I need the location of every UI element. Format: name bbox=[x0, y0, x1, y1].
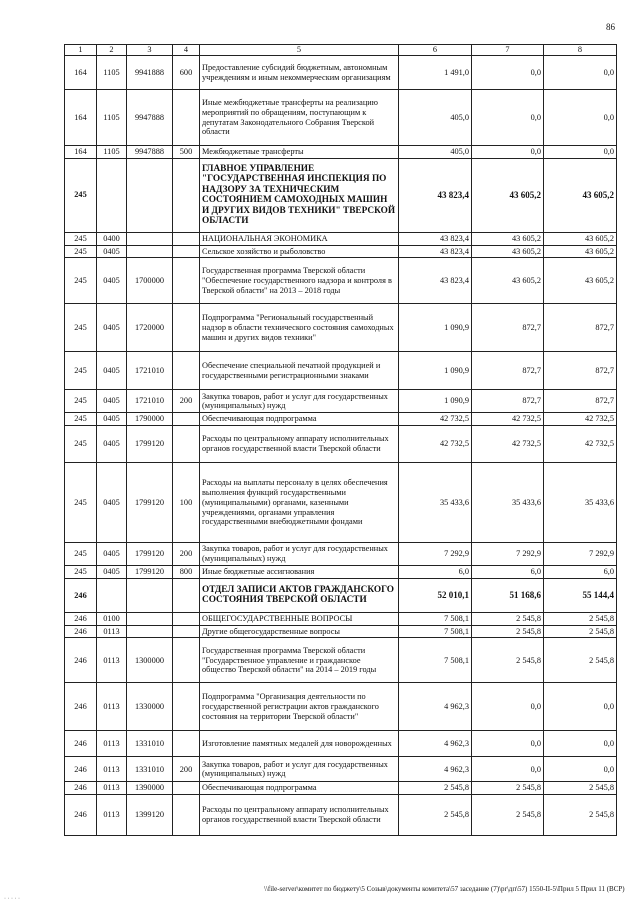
cell-admin-code: 245 bbox=[65, 245, 97, 258]
cell-target-code: 1300000 bbox=[127, 638, 173, 683]
cell-value-col8: 2 545,8 bbox=[544, 625, 617, 638]
cell-description: ГЛАВНОЕ УПРАВЛЕНИЕ "ГОСУДАРСТВЕННАЯ ИНСПЕКЦИЯ ПО НАДЗОРУ ЗА ТЕХНИЧЕСКИМ СОСТОЯНИЕМ САМОХОДНЫХ МАШИН И ДРУГИХ ВИДОВ ТЕХНИКИ" ТВЕРСКОЙ ОБЛАСТИ bbox=[200, 158, 399, 232]
cell-value-col7: 872,7 bbox=[472, 390, 544, 413]
cell-value-col7: 2 545,8 bbox=[472, 612, 544, 625]
cell-description: Подпрограмма "Организация деятельности по государственной регистрации актов гражданского состояния на территории Тверской области" bbox=[200, 683, 399, 731]
cell-admin-code: 245 bbox=[65, 158, 97, 232]
cell-expense-type bbox=[173, 683, 200, 731]
cell-value-col8: 42 732,5 bbox=[544, 426, 617, 463]
cell-value-col7: 35 433,6 bbox=[472, 463, 544, 543]
table-row bbox=[65, 566, 617, 579]
cell-value-col6: 52 010,1 bbox=[399, 578, 472, 612]
table-row bbox=[65, 258, 617, 304]
cell-target-code: 1331010 bbox=[127, 731, 173, 757]
cell-value-col8: 0,0 bbox=[544, 146, 617, 159]
cell-target-code: 1399120 bbox=[127, 795, 173, 836]
cell-description: Обеспечение специальной печатной продукцией и государственными регистрационными знаками bbox=[200, 352, 399, 390]
cell-value-col8: 2 545,8 bbox=[544, 638, 617, 683]
cell-admin-code: 245 bbox=[65, 352, 97, 390]
cell-value-col7: 42 732,5 bbox=[472, 426, 544, 463]
cell-value-col8: 43 605,2 bbox=[544, 158, 617, 232]
cell-description: ОБЩЕГОСУДАРСТВЕННЫЕ ВОПРОСЫ bbox=[200, 612, 399, 625]
header-cell: 1 bbox=[65, 45, 97, 56]
cell-expense-type: 600 bbox=[173, 56, 200, 90]
cell-section-code bbox=[97, 158, 127, 232]
cell-value-col6: 2 545,8 bbox=[399, 795, 472, 836]
cell-admin-code: 246 bbox=[65, 782, 97, 795]
cell-value-col7: 2 545,8 bbox=[472, 638, 544, 683]
cell-expense-type bbox=[173, 352, 200, 390]
cell-value-col6: 43 823,4 bbox=[399, 158, 472, 232]
cell-expense-type: 500 bbox=[173, 146, 200, 159]
cell-value-col6: 7 508,1 bbox=[399, 625, 472, 638]
cell-expense-type: 800 bbox=[173, 566, 200, 579]
table-row bbox=[65, 795, 617, 836]
cell-value-col6: 7 508,1 bbox=[399, 612, 472, 625]
cell-description: Расходы по центральному аппарату исполнительных органов государственной власти Тверской области bbox=[200, 795, 399, 836]
cell-target-code: 1799120 bbox=[127, 463, 173, 543]
cell-value-col6: 42 732,5 bbox=[399, 413, 472, 426]
cell-value-col7: 43 605,2 bbox=[472, 158, 544, 232]
cell-value-col7: 7 292,9 bbox=[472, 543, 544, 566]
cell-expense-type: 200 bbox=[173, 390, 200, 413]
cell-description: Государственная программа Тверской области "Обеспечение государственного надзора и контроля в Тверской области" на 2013 – 2018 годы bbox=[200, 258, 399, 304]
cell-description: Государственная программа Тверской области "Государственное управление и гражданское общество Тверской области" на 2014 – 2019 годы bbox=[200, 638, 399, 683]
cell-value-col7: 42 732,5 bbox=[472, 413, 544, 426]
table-row bbox=[65, 413, 617, 426]
cell-target-code: 1790000 bbox=[127, 413, 173, 426]
cell-value-col7: 51 168,6 bbox=[472, 578, 544, 612]
cell-admin-code: 245 bbox=[65, 413, 97, 426]
table-row bbox=[65, 757, 617, 782]
cell-admin-code: 245 bbox=[65, 232, 97, 245]
cell-target-code: 9947888 bbox=[127, 146, 173, 159]
cell-value-col7: 0,0 bbox=[472, 683, 544, 731]
cell-description: Изготовление памятных медалей для новорожденных bbox=[200, 731, 399, 757]
cell-section-code: 0113 bbox=[97, 683, 127, 731]
header-row bbox=[65, 45, 617, 56]
table-row bbox=[65, 612, 617, 625]
table-row bbox=[65, 578, 617, 612]
cell-value-col7: 43 605,2 bbox=[472, 232, 544, 245]
cell-value-col6: 4 962,3 bbox=[399, 683, 472, 731]
cell-target-code: 1330000 bbox=[127, 683, 173, 731]
cell-description: Закупка товаров, работ и услуг для государственных (муниципальных) нужд bbox=[200, 390, 399, 413]
cell-value-col7: 2 545,8 bbox=[472, 795, 544, 836]
table-row bbox=[65, 625, 617, 638]
table-row bbox=[65, 543, 617, 566]
cell-value-col8: 872,7 bbox=[544, 304, 617, 352]
cell-target-code: 1331010 bbox=[127, 757, 173, 782]
cell-value-col8: 0,0 bbox=[544, 56, 617, 90]
cell-value-col7: 872,7 bbox=[472, 304, 544, 352]
cell-admin-code: 245 bbox=[65, 566, 97, 579]
margin-mark: · · · · · bbox=[4, 896, 20, 902]
cell-admin-code: 246 bbox=[65, 612, 97, 625]
cell-target-code: 1721010 bbox=[127, 352, 173, 390]
cell-admin-code: 246 bbox=[65, 795, 97, 836]
cell-target-code bbox=[127, 232, 173, 245]
cell-section-code: 0400 bbox=[97, 232, 127, 245]
cell-value-col6: 1 491,0 bbox=[399, 56, 472, 90]
cell-section-code: 0113 bbox=[97, 795, 127, 836]
cell-expense-type bbox=[173, 578, 200, 612]
cell-value-col7: 872,7 bbox=[472, 352, 544, 390]
cell-admin-code: 246 bbox=[65, 731, 97, 757]
cell-admin-code: 246 bbox=[65, 757, 97, 782]
table-row bbox=[65, 782, 617, 795]
cell-section-code: 1105 bbox=[97, 146, 127, 159]
cell-description: Иные бюджетные ассигнования bbox=[200, 566, 399, 579]
cell-value-col7: 0,0 bbox=[472, 146, 544, 159]
cell-target-code bbox=[127, 158, 173, 232]
cell-expense-type bbox=[173, 731, 200, 757]
cell-description: ОТДЕЛ ЗАПИСИ АКТОВ ГРАЖДАНСКОГО СОСТОЯНИЯ ТВЕРСКОЙ ОБЛАСТИ bbox=[200, 578, 399, 612]
cell-description: Иные межбюджетные трансферты на реализацию мероприятий по обращениям, поступающим к депутатам Законодательного Собрания Тверской области bbox=[200, 90, 399, 146]
table-row bbox=[65, 683, 617, 731]
cell-target-code: 1700000 bbox=[127, 258, 173, 304]
cell-section-code: 0405 bbox=[97, 543, 127, 566]
cell-value-col8: 42 732,5 bbox=[544, 413, 617, 426]
cell-value-col6: 43 823,4 bbox=[399, 245, 472, 258]
cell-value-col6: 1 090,9 bbox=[399, 352, 472, 390]
cell-description: Обеспечивающая подпрограмма bbox=[200, 782, 399, 795]
cell-expense-type bbox=[173, 426, 200, 463]
cell-value-col6: 43 823,4 bbox=[399, 258, 472, 304]
cell-admin-code: 246 bbox=[65, 578, 97, 612]
cell-description: Подпрограмма "Региональный государственный надзор в области технического состояния самоходных машин и других видов техники" bbox=[200, 304, 399, 352]
cell-value-col7: 0,0 bbox=[472, 90, 544, 146]
cell-target-code bbox=[127, 612, 173, 625]
cell-expense-type: 100 bbox=[173, 463, 200, 543]
cell-section-code: 0405 bbox=[97, 352, 127, 390]
page-number: 86 bbox=[606, 22, 615, 32]
cell-section-code: 0113 bbox=[97, 638, 127, 683]
cell-admin-code: 246 bbox=[65, 638, 97, 683]
cell-expense-type bbox=[173, 90, 200, 146]
header-cell: 7 bbox=[472, 45, 544, 56]
cell-value-col8: 2 545,8 bbox=[544, 782, 617, 795]
cell-value-col8: 0,0 bbox=[544, 757, 617, 782]
cell-value-col6: 35 433,6 bbox=[399, 463, 472, 543]
cell-admin-code: 245 bbox=[65, 463, 97, 543]
cell-expense-type bbox=[173, 625, 200, 638]
cell-admin-code: 245 bbox=[65, 543, 97, 566]
cell-section-code: 0405 bbox=[97, 258, 127, 304]
table-row bbox=[65, 158, 617, 232]
cell-value-col8: 7 292,9 bbox=[544, 543, 617, 566]
cell-expense-type bbox=[173, 795, 200, 836]
table-row bbox=[65, 90, 617, 146]
cell-value-col7: 2 545,8 bbox=[472, 625, 544, 638]
header-cell: 5 bbox=[200, 45, 399, 56]
cell-value-col8: 0,0 bbox=[544, 683, 617, 731]
cell-section-code: 0113 bbox=[97, 625, 127, 638]
cell-section-code: 0405 bbox=[97, 413, 127, 426]
cell-target-code: 1799120 bbox=[127, 426, 173, 463]
cell-description: Предоставление субсидий бюджетным, автономным учреждениям и иным некоммерческим организациям bbox=[200, 56, 399, 90]
table-row bbox=[65, 245, 617, 258]
cell-section-code: 0405 bbox=[97, 390, 127, 413]
cell-expense-type bbox=[173, 413, 200, 426]
cell-expense-type bbox=[173, 612, 200, 625]
cell-section-code: 1105 bbox=[97, 56, 127, 90]
cell-value-col8: 6,0 bbox=[544, 566, 617, 579]
cell-value-col6: 1 090,9 bbox=[399, 390, 472, 413]
cell-description: Другие общегосударственные вопросы bbox=[200, 625, 399, 638]
cell-value-col8: 0,0 bbox=[544, 90, 617, 146]
cell-target-code: 1720000 bbox=[127, 304, 173, 352]
header-cell: 2 bbox=[97, 45, 127, 56]
cell-description: Сельское хозяйство и рыболовство bbox=[200, 245, 399, 258]
table-row bbox=[65, 352, 617, 390]
cell-section-code: 0113 bbox=[97, 782, 127, 795]
cell-value-col8: 872,7 bbox=[544, 390, 617, 413]
cell-value-col8: 43 605,2 bbox=[544, 258, 617, 304]
cell-expense-type bbox=[173, 158, 200, 232]
cell-value-col6: 2 545,8 bbox=[399, 782, 472, 795]
cell-admin-code: 245 bbox=[65, 390, 97, 413]
table-row bbox=[65, 638, 617, 683]
cell-section-code: 0100 bbox=[97, 612, 127, 625]
cell-target-code bbox=[127, 578, 173, 612]
file-path-footer: \\file-server\комитет по бюджету\5 Созыв\документы комитета\57 заседание (7)\pr\дп\57) 1550-II-5\Прил 5 Прил 11 (ВСР) bbox=[264, 885, 625, 893]
cell-admin-code: 164 bbox=[65, 56, 97, 90]
cell-target-code: 1390000 bbox=[127, 782, 173, 795]
cell-expense-type: 200 bbox=[173, 757, 200, 782]
cell-value-col6: 6,0 bbox=[399, 566, 472, 579]
header-cell: 6 bbox=[399, 45, 472, 56]
cell-admin-code: 164 bbox=[65, 146, 97, 159]
cell-value-col6: 7 508,1 bbox=[399, 638, 472, 683]
cell-description: Закупка товаров, работ и услуг для государственных (муниципальных) нужд bbox=[200, 757, 399, 782]
cell-value-col8: 872,7 bbox=[544, 352, 617, 390]
cell-expense-type bbox=[173, 258, 200, 304]
cell-description: Межбюджетные трансферты bbox=[200, 146, 399, 159]
table-row bbox=[65, 426, 617, 463]
cell-expense-type: 200 bbox=[173, 543, 200, 566]
table-row bbox=[65, 56, 617, 90]
cell-section-code: 0405 bbox=[97, 463, 127, 543]
cell-value-col6: 43 823,4 bbox=[399, 232, 472, 245]
cell-value-col8: 43 605,2 bbox=[544, 245, 617, 258]
table-row bbox=[65, 390, 617, 413]
cell-target-code: 1799120 bbox=[127, 543, 173, 566]
cell-value-col7: 6,0 bbox=[472, 566, 544, 579]
budget-table bbox=[64, 44, 617, 836]
cell-target-code: 9947888 bbox=[127, 90, 173, 146]
cell-target-code bbox=[127, 625, 173, 638]
cell-value-col6: 405,0 bbox=[399, 90, 472, 146]
cell-admin-code: 246 bbox=[65, 683, 97, 731]
cell-value-col6: 7 292,9 bbox=[399, 543, 472, 566]
cell-admin-code: 245 bbox=[65, 426, 97, 463]
cell-section-code bbox=[97, 578, 127, 612]
cell-admin-code: 245 bbox=[65, 258, 97, 304]
cell-section-code: 1105 bbox=[97, 90, 127, 146]
cell-description: НАЦИОНАЛЬНАЯ ЭКОНОМИКА bbox=[200, 232, 399, 245]
cell-value-col6: 1 090,9 bbox=[399, 304, 472, 352]
cell-value-col8: 0,0 bbox=[544, 731, 617, 757]
cell-value-col7: 2 545,8 bbox=[472, 782, 544, 795]
cell-description: Закупка товаров, работ и услуг для государственных (муниципальных) нужд bbox=[200, 543, 399, 566]
cell-value-col8: 2 545,8 bbox=[544, 795, 617, 836]
cell-section-code: 0405 bbox=[97, 566, 127, 579]
header-cell: 4 bbox=[173, 45, 200, 56]
cell-target-code: 9941888 bbox=[127, 56, 173, 90]
cell-expense-type bbox=[173, 232, 200, 245]
cell-target-code: 1721010 bbox=[127, 390, 173, 413]
cell-value-col6: 42 732,5 bbox=[399, 426, 472, 463]
cell-section-code: 0113 bbox=[97, 731, 127, 757]
cell-value-col6: 4 962,3 bbox=[399, 757, 472, 782]
cell-description: Расходы на выплаты персоналу в целях обеспечения выполнения функций государственными (муниципальными) органами, казенными учреждениями, органами управления государственными внебюджетными фондами bbox=[200, 463, 399, 543]
cell-section-code: 0405 bbox=[97, 245, 127, 258]
cell-expense-type bbox=[173, 304, 200, 352]
table-row bbox=[65, 731, 617, 757]
table-row bbox=[65, 146, 617, 159]
cell-value-col8: 55 144,4 bbox=[544, 578, 617, 612]
cell-value-col6: 405,0 bbox=[399, 146, 472, 159]
cell-section-code: 0405 bbox=[97, 304, 127, 352]
cell-expense-type bbox=[173, 638, 200, 683]
cell-value-col7: 0,0 bbox=[472, 757, 544, 782]
table-row bbox=[65, 232, 617, 245]
cell-expense-type bbox=[173, 245, 200, 258]
table-row bbox=[65, 463, 617, 543]
cell-value-col8: 2 545,8 bbox=[544, 612, 617, 625]
header-cell: 3 bbox=[127, 45, 173, 56]
cell-admin-code: 246 bbox=[65, 625, 97, 638]
cell-description: Расходы по центральному аппарату исполнительных органов государственной власти Тверской области bbox=[200, 426, 399, 463]
cell-expense-type bbox=[173, 782, 200, 795]
cell-section-code: 0113 bbox=[97, 757, 127, 782]
cell-admin-code: 245 bbox=[65, 304, 97, 352]
cell-admin-code: 164 bbox=[65, 90, 97, 146]
header-cell: 8 bbox=[544, 45, 617, 56]
cell-value-col8: 43 605,2 bbox=[544, 232, 617, 245]
cell-value-col7: 43 605,2 bbox=[472, 258, 544, 304]
cell-value-col6: 4 962,3 bbox=[399, 731, 472, 757]
cell-section-code: 0405 bbox=[97, 426, 127, 463]
cell-value-col8: 35 433,6 bbox=[544, 463, 617, 543]
cell-description: Обеспечивающая подпрограмма bbox=[200, 413, 399, 426]
table-row bbox=[65, 304, 617, 352]
cell-target-code bbox=[127, 245, 173, 258]
cell-value-col7: 0,0 bbox=[472, 731, 544, 757]
cell-value-col7: 0,0 bbox=[472, 56, 544, 90]
cell-target-code: 1799120 bbox=[127, 566, 173, 579]
cell-value-col7: 43 605,2 bbox=[472, 245, 544, 258]
